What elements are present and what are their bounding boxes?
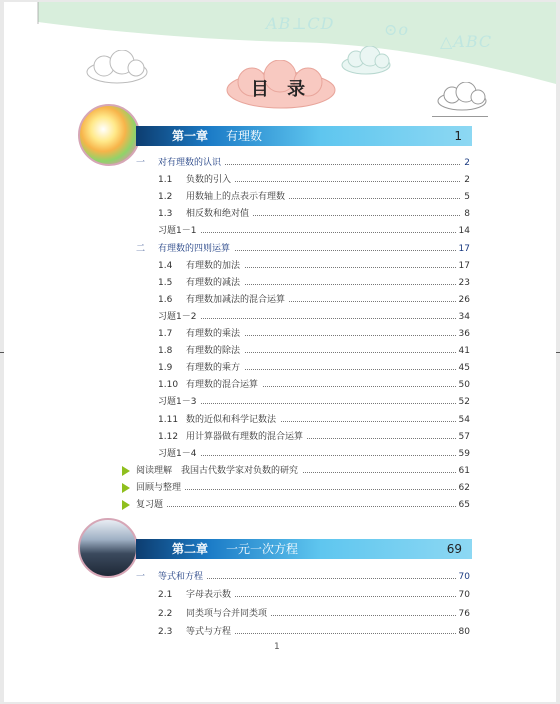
toc-entry[interactable]: [136, 242, 470, 256]
toc-entry-label: [158, 361, 244, 375]
toc-entry-page: 26: [456, 293, 470, 307]
toc-entry-number: 2.1: [158, 590, 173, 601]
toc-entry-page: 23: [456, 276, 470, 290]
triangle-bullet-icon: [122, 500, 130, 510]
toc-entry-number: 1.9: [158, 363, 173, 374]
toc-entry-title: 回顾与整理: [136, 482, 182, 493]
toc-entry-page: 8: [461, 207, 470, 221]
toc-entry[interactable]: [158, 395, 470, 409]
toc-entry-title: 字母表示数: [186, 590, 232, 601]
toc-entry-page: 36: [456, 327, 470, 341]
chapter-page: 1: [454, 129, 462, 143]
toc-entry[interactable]: [158, 259, 470, 273]
toc-entry[interactable]: [158, 327, 470, 341]
page-number: 1: [274, 642, 280, 652]
toc-entry[interactable]: [158, 276, 470, 290]
cloud-icon: [434, 82, 490, 112]
toc-entry-title: 习题1－3: [158, 397, 197, 408]
toc-entry-page: 17: [456, 242, 470, 256]
toc-entry-title: 有理数的乘方: [186, 363, 241, 374]
chapter-2-image: [78, 518, 138, 578]
toc-entry-title: 用计算器做有理数的混合运算: [186, 431, 304, 442]
toc-entry-label: [158, 190, 289, 204]
toc-entry[interactable]: [136, 498, 470, 512]
chapter-2-header[interactable]: [136, 539, 472, 559]
toc-entry-title: 习题1－2: [158, 311, 197, 322]
toc-entry-label: [158, 588, 235, 602]
toc-entry[interactable]: [158, 447, 470, 461]
dot-leader: [158, 455, 470, 456]
dot-leader: [136, 489, 470, 490]
toc-entry[interactable]: [136, 464, 470, 478]
toc-entry-title: 等式和方程: [158, 572, 204, 582]
toc-entry-number: 2.3: [158, 627, 173, 638]
toc-entry-number: 1.2: [158, 192, 173, 203]
toc-entry-label: [158, 625, 235, 639]
toc-entry[interactable]: [158, 207, 470, 221]
toc-entry-title: 习题1－4: [158, 448, 197, 459]
toc-entry[interactable]: [158, 361, 470, 375]
cloud-icon: [338, 46, 394, 76]
page-title: 目 录: [250, 79, 312, 100]
toc-entry-number: 1.8: [158, 346, 173, 357]
toc-entry-number: 1.6: [158, 294, 173, 305]
toc-entry-page: 70: [456, 588, 470, 602]
toc-entry-title: 阅读理解 我国古代数学家对负数的研究: [136, 465, 299, 476]
toc-entry-page: 59: [456, 447, 470, 461]
toc-entry-page: 14: [456, 224, 470, 238]
dot-leader: [158, 403, 470, 404]
toc-entry-page: 17: [456, 259, 470, 273]
toc-entry-number: 1.12: [158, 431, 179, 442]
deco-perpendicular: AB⊥CD: [266, 14, 335, 33]
toc-entry[interactable]: [158, 625, 470, 639]
toc-entry-title: 同类项与合并同类项: [186, 608, 268, 619]
toc-entry[interactable]: [158, 310, 470, 324]
chapter-number: 第二章: [172, 542, 209, 556]
toc-entry-label: [136, 570, 207, 584]
toc-entry-page: 70: [456, 570, 470, 584]
toc-entry-number: 1.4: [158, 260, 173, 271]
toc-entry-page: 45: [456, 361, 470, 375]
toc-entry-title: 有理数的乘法: [186, 329, 241, 339]
toc-entry[interactable]: [158, 293, 470, 307]
triangle-bullet-icon: [122, 483, 130, 493]
toc-entry-number: 1.1: [158, 175, 173, 186]
toc-entry-page: 52: [456, 395, 470, 409]
deco-triangle: △ABC: [440, 32, 493, 51]
toc-entry-label: [158, 447, 200, 461]
triangle-bullet-icon: [122, 466, 130, 476]
chapter-1-image: [78, 104, 140, 166]
toc-entry-label: [158, 293, 289, 307]
toc-entry-title: 负数的引入: [186, 175, 232, 186]
divider: [432, 116, 488, 117]
toc-entry-label: [158, 395, 200, 409]
toc-entry-title: 有理数的四则运算: [158, 243, 231, 254]
toc-entry-label: [158, 413, 280, 427]
toc-entry[interactable]: [158, 190, 470, 204]
toc-entry-label: [158, 173, 235, 187]
deco-circle: ⊙o: [384, 20, 410, 39]
toc-entry-label: [158, 344, 244, 358]
toc-entry[interactable]: [158, 173, 470, 187]
toc-entry-page: 61: [456, 464, 470, 478]
toc-entry-label: [158, 310, 200, 324]
toc-entry-label: [136, 464, 302, 478]
toc-entry[interactable]: [158, 378, 470, 392]
toc-entry-label: [158, 207, 253, 221]
toc-entry-page: 62: [456, 481, 470, 495]
toc-entry-label: [158, 224, 200, 238]
toc-entry-title: 有理数的加法: [186, 260, 241, 271]
toc-entry-title: 习题1－1: [158, 226, 197, 237]
toc-entry-title: 等式与方程: [186, 627, 232, 638]
toc-entry-label: [158, 378, 262, 392]
toc-entry-page: 2: [461, 156, 470, 170]
toc-entry-page: 80: [456, 625, 470, 639]
toc-entry-label: [136, 242, 234, 256]
toc-entry-label: [136, 481, 185, 495]
cloud-icon: [82, 50, 152, 86]
toc-entry[interactable]: [158, 588, 470, 602]
chapter-number: 第一章: [172, 129, 209, 143]
toc-page: [4, 2, 556, 702]
toc-entry-title: 有理数的混合运算: [186, 380, 259, 391]
toc-entry-number: 一: [136, 158, 146, 168]
toc-entry-page: 76: [456, 607, 470, 621]
toc-entry-page: 54: [456, 413, 470, 427]
toc-entry-page: 41: [456, 344, 470, 358]
dot-leader: [136, 506, 470, 507]
toc-entry-page: 57: [456, 430, 470, 444]
toc-entry-page: 5: [461, 190, 470, 204]
toc-entry-label: [158, 259, 244, 273]
toc-entry-title: 相反数和绝对值: [186, 209, 250, 220]
toc-entry-title: 数的近似和科学记数法: [186, 414, 277, 425]
toc-entry-title: 有理数的除法: [186, 346, 241, 357]
toc-entry-number: 1.10: [158, 380, 179, 391]
toc-entry-title: 有理数加减法的混合运算: [186, 294, 286, 305]
toc-entry[interactable]: [158, 224, 470, 238]
toc-entry-title: 对有理数的认识: [158, 158, 222, 168]
toc-entry-number: 2.2: [158, 608, 173, 619]
toc-entry-label: [158, 327, 244, 341]
toc-entry[interactable]: [158, 430, 470, 444]
toc-entry[interactable]: [136, 156, 470, 170]
toc-entry[interactable]: [136, 481, 470, 495]
toc-entry[interactable]: [158, 413, 470, 427]
dot-leader: [158, 232, 470, 233]
toc-entry-number: 二: [136, 243, 146, 254]
chapter-name: 一元一次方程: [226, 542, 299, 556]
toc-entry[interactable]: [158, 607, 470, 621]
toc-entry-label: [158, 276, 244, 290]
chapter-name: 有理数: [226, 129, 263, 143]
toc-entry-title: 有理数的减法: [186, 277, 241, 288]
toc-entry-page: 65: [456, 498, 470, 512]
toc-entry-number: 一: [136, 572, 146, 582]
toc-entry-page: 2: [461, 173, 470, 187]
toc-entry-number: 1.7: [158, 329, 173, 339]
chapter-page: 69: [446, 542, 462, 556]
toc-entry[interactable]: [136, 570, 470, 584]
toc-entry-label: [158, 430, 307, 444]
toc-entry-title: 复习题: [136, 500, 164, 510]
toc-entry-page: 50: [456, 378, 470, 392]
toc-entry-label: [158, 607, 271, 621]
toc-entry-label: [136, 156, 225, 170]
toc-entry-number: 1.3: [158, 209, 173, 220]
toc-entry-number: 1.11: [158, 414, 179, 425]
dot-leader: [158, 318, 470, 319]
toc-entry-title: 用数轴上的点表示有理数: [186, 192, 286, 203]
chapter-1-header[interactable]: [136, 126, 472, 146]
toc-entry-page: 34: [456, 310, 470, 324]
toc-entry[interactable]: [158, 344, 470, 358]
toc-entry-label: [136, 498, 167, 512]
toc-entry-number: 1.5: [158, 277, 173, 288]
